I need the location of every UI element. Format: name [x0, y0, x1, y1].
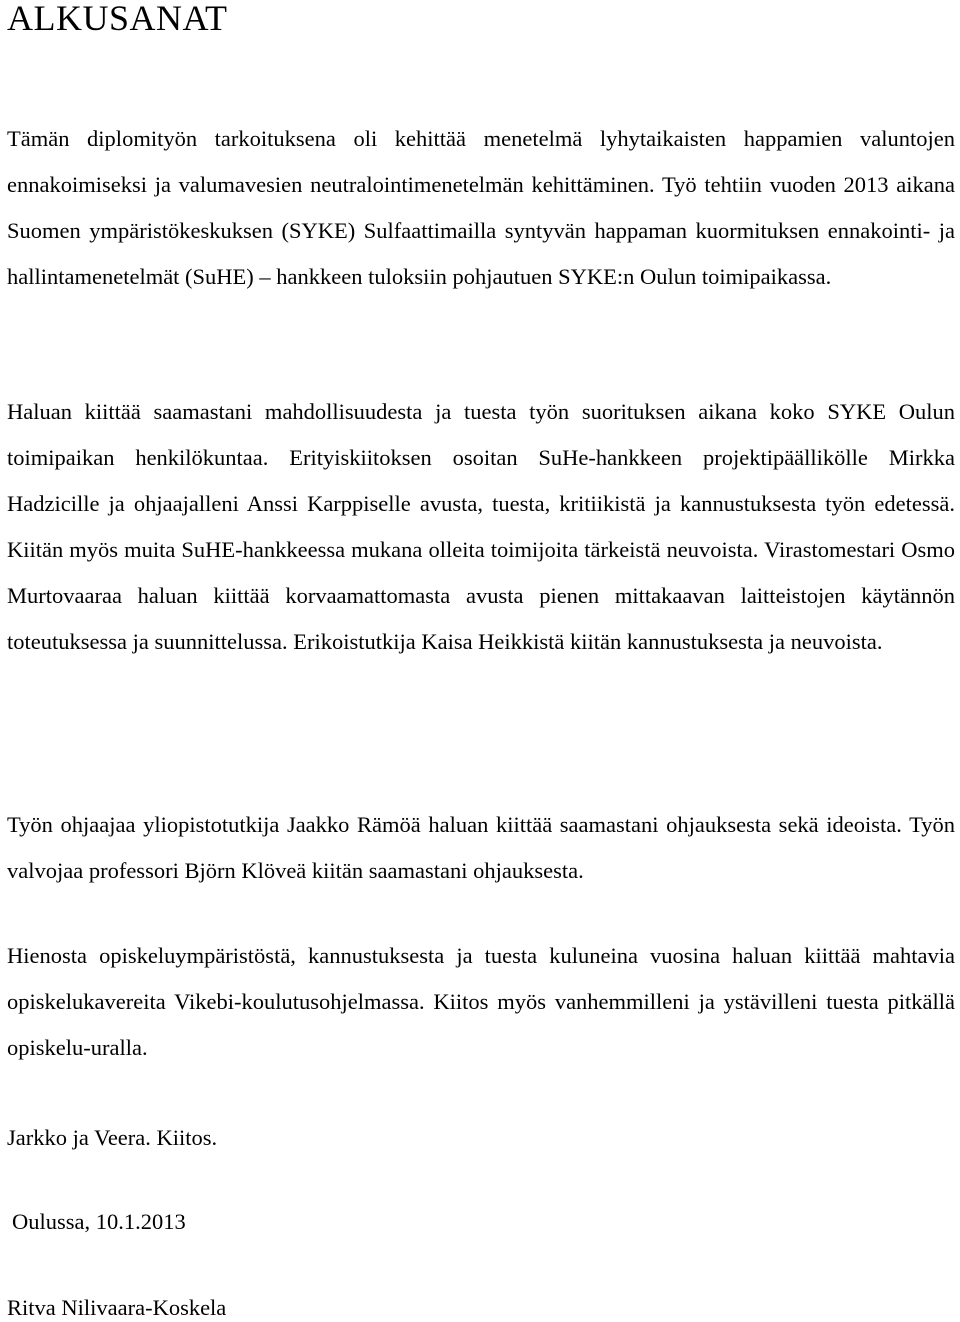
- document-page: [7, 0, 955, 1320]
- paragraph-thanks-friends: Hienosta opiskeluympäristöstä, kannustuksesta ja tuesta kuluneina vuosina haluan kiittää mahtavia opiskelukavereita Vikebi-koulutusohjelmassa. Kiitos myös vanhemmilleni ja ystävilleni tuesta pitkällä opiskelu-uralla.: [7, 943, 955, 1060]
- author-signature: Ritva Nilivaara-Koskela: [7, 1295, 227, 1320]
- paragraph-purpose: Tämän diplomityön tarkoituksena oli kehittää menetelmä lyhytaikaisten happamien valuntojen ennakoimiseksi ja valumavesien neutralointimenetelmän kehittäminen. Työ tehtiin vuoden 2013 aikana Suomen ympäristökeskuksen (SYKE) Sulfaattimailla syntyvän happaman kuormituksen ennakointi- ja hallintamenetelmät (SuHE) – hankkeen tuloksiin pohjautuen SYKE:n Oulun toimipaikassa.: [7, 126, 955, 289]
- place-date: Oulussa, 10.1.2013: [12, 1209, 186, 1234]
- paragraph-thanks-supervisors: Työn ohjaajaa yliopistotutkija Jaakko Rämöä haluan kiittää saamastani ohjauksesta sekä ideoista. Työn valvojaa professori Björn Klöveä kiitän saamastani ohjauksesta.: [7, 812, 955, 883]
- paragraph-thanks-syke: Haluan kiittää saamastani mahdollisuudesta ja tuesta työn suorituksen aikana koko SYKE Oulun toimipaikan henkilökuntaa. Erityiskiitoksen osoitan SuHe-hankkeen projektipäällikölle Mirkka Hadzicille ja ohjaajalleni Anssi Karppiselle avusta, tuesta, kritiikistä ja kannustuksesta työn edetessä. Kiitän myös muita SuHE-hankkeessa mukana olleita toimijoita tärkeistä neuvoista. Virastomestari Osmo Murtovaaraa haluan kiittää korvaamattomasta avusta pienen mittakaavan laitteistojen käytännön toteutuksessa ja suunnittelussa. Erikoistutkija Kaisa Heikkistä kiitän kannustuksesta ja neuvoista.: [7, 399, 955, 654]
- closing-line: Jarkko ja Veera. Kiitos.: [7, 1125, 218, 1150]
- page-title: ALKUSANAT: [7, 0, 228, 38]
